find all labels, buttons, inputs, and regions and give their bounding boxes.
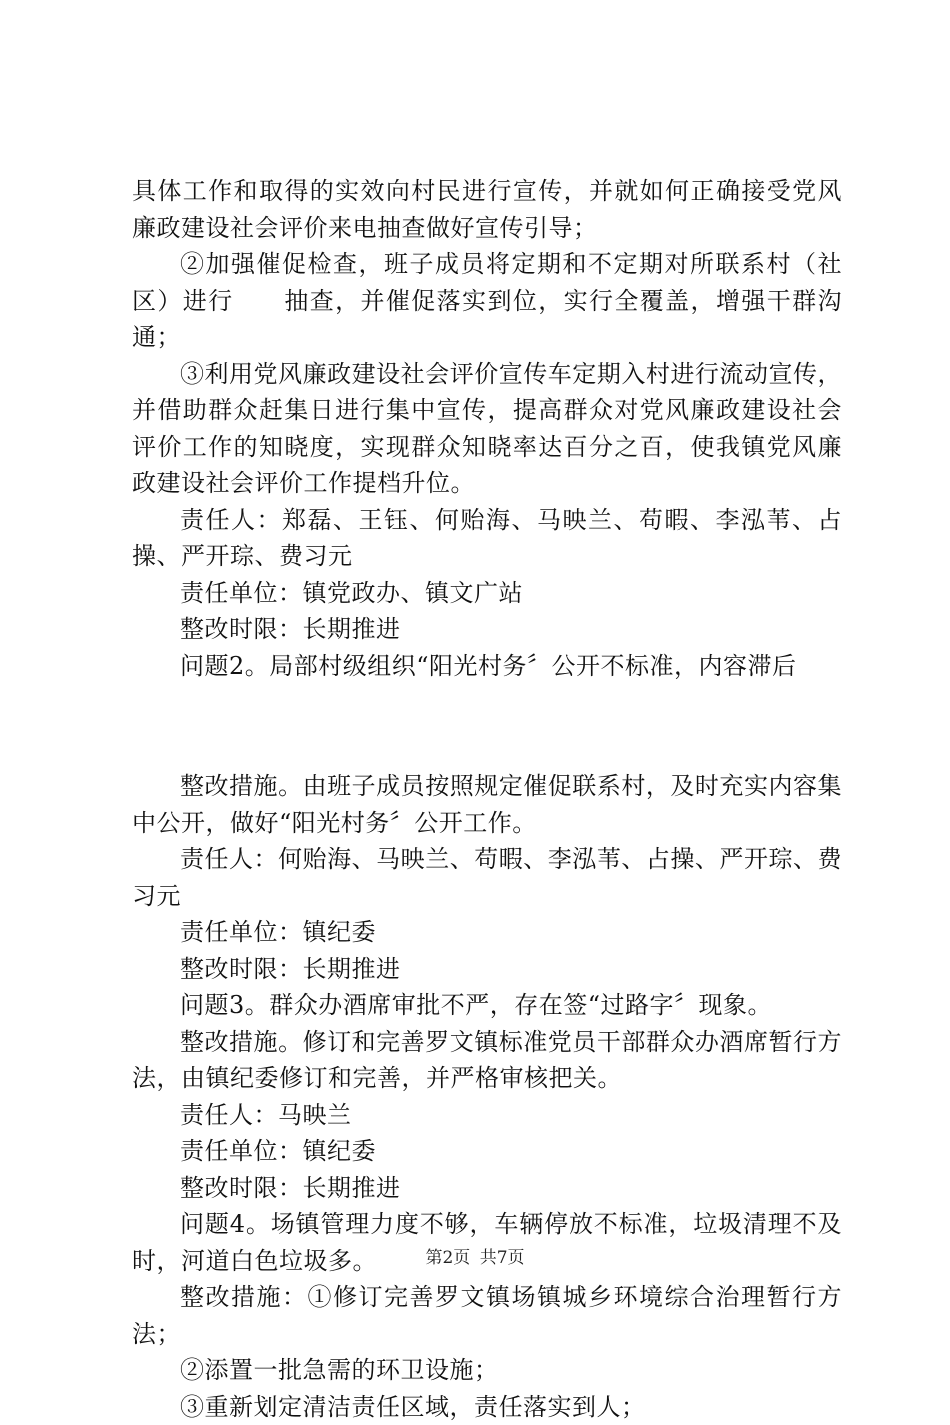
page-footer (0, 1243, 950, 1268)
paragraph: ③重新划定清洁责任区域，责任落实到人； (132, 1389, 842, 1425)
paragraph-gap (132, 708, 842, 744)
paragraph: 问题4。场镇管理力度不够，车辆停放不标准，垃圾清理不及时，河道白色垃圾多。 (132, 1206, 842, 1279)
paragraph: ③利用党风廉政建设社会评价宣传车定期入村进行流动宣传，并借助群众赶集日进行集中宣传，提高群众对党风廉政建设社会评价工作的知晓度，实现群众知晓率达百分之百，使我镇党风廉政建设社会评价工作提档升位。 (132, 356, 842, 502)
paragraph: 责任单位：镇纪委 (132, 1133, 842, 1170)
paragraph: 整改措施：①修订完善罗文镇场镇城乡环境综合治理暂行方法； (132, 1279, 842, 1352)
paragraph: 具体工作和取得的实效向村民进行宣传，并就如何正确接受党风廉政建设社会评价来电抽查做好宣传引导； (132, 173, 842, 246)
paragraph: 责任人：马映兰 (132, 1097, 842, 1134)
paragraph: 整改时限：长期推进 (132, 1170, 842, 1207)
paragraph: 整改时限：长期推进 (132, 951, 842, 988)
paragraph: 问题2。局部村级组织“阳光村务〞公开不标准，内容滞后 (132, 648, 842, 685)
paragraph: ②添置一批急需的环卫设施； (132, 1352, 842, 1389)
paragraph: 责任人：何贻海、马映兰、苟暇、李泓苇、占操、严开琮、费习元 (132, 841, 842, 914)
paragraph: 责任人：郑磊、王钰、何贻海、马映兰、苟暇、李泓苇、占操、严开琮、费习元 (132, 502, 842, 575)
paragraph: 责任单位：镇党政办、镇文广站 (132, 575, 842, 612)
paragraph: 问题3。群众办酒席审批不严，存在签“过路字〞现象。 (132, 987, 842, 1024)
paragraph: 整改措施。由班子成员按照规定催促联系村，及时充实内容集中公开，做好“阳光村务〞公开工作。 (132, 768, 842, 841)
paragraph: ②加强催促检查，班子成员将定期和不定期对所联系村（社区）进行 抽查，并催促落实到位，实行全覆盖，增强干群沟通； (132, 246, 842, 356)
page-number: 第2页 (425, 1248, 470, 1268)
document-body (132, 173, 842, 1425)
paragraph: 责任单位：镇纪委 (132, 914, 842, 951)
page-total: 共7页 (480, 1248, 525, 1268)
paragraph: 整改措施。修订和完善罗文镇标准党员干部群众办酒席暂行方法，由镇纪委修订和完善，并严格审核把关。 (132, 1024, 842, 1097)
paragraph: 整改时限：长期推进 (132, 611, 842, 648)
